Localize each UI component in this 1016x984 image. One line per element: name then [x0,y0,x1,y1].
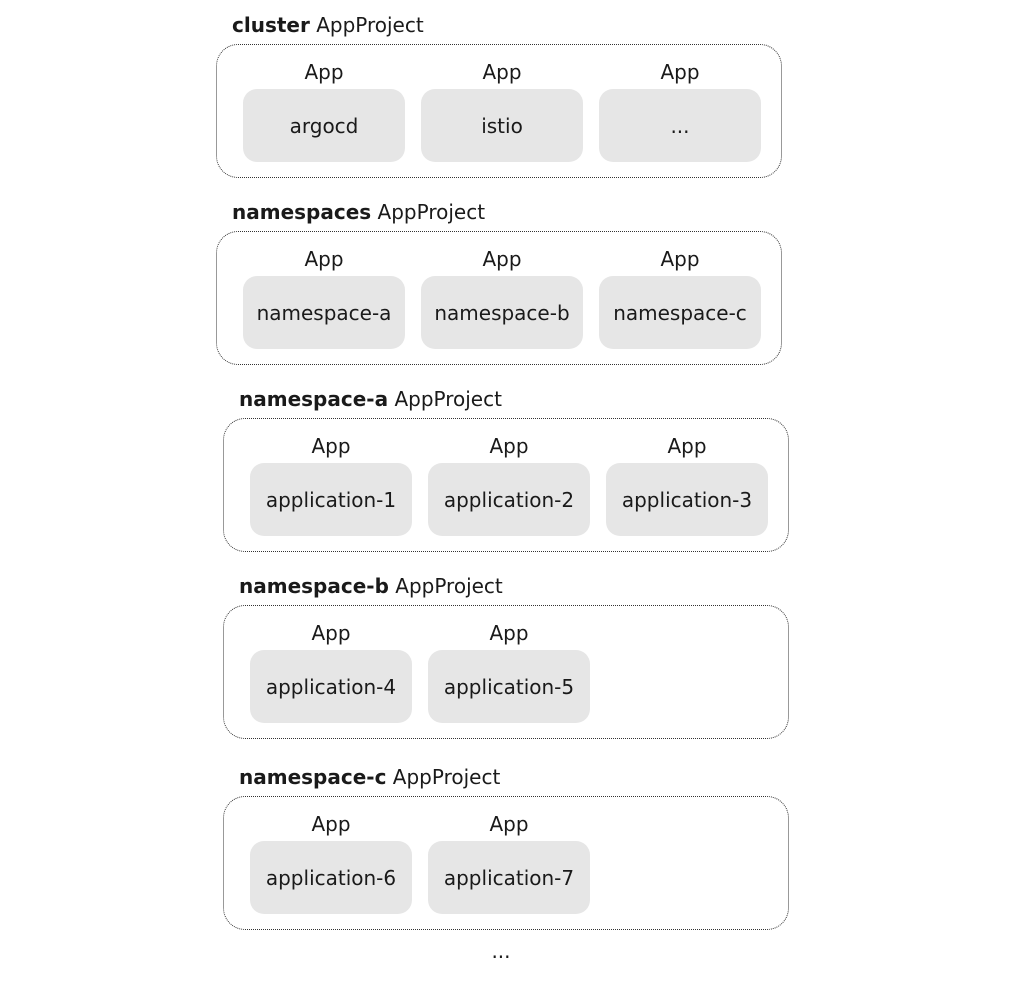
app-box: application-3 [606,463,768,536]
app-box: application-4 [250,650,412,723]
project-name: namespace-b [239,574,389,598]
project-namespace-a [223,387,793,558]
project-kind: AppProject [394,387,502,411]
app-label: App [489,434,529,458]
project-name: cluster [232,13,310,37]
app-label: App [489,812,529,836]
app-label: App [482,247,522,271]
project-title [239,573,503,599]
project-kind: AppProject [395,574,503,598]
project-title [232,12,424,38]
project-name: namespace-c [239,765,387,789]
project-kind: AppProject [316,13,424,37]
app-label: App [667,434,707,458]
app-label: App [660,247,700,271]
app-box: application-6 [250,841,412,914]
project-box [216,231,782,365]
app-box: application-7 [428,841,590,914]
project-namespace-c [223,765,793,936]
project-box [216,44,782,178]
app-label: App [482,60,522,84]
app-box: application-5 [428,650,590,723]
project-namespaces [216,200,786,371]
project-kind: AppProject [377,200,486,224]
app-box: ... [599,89,761,162]
project-cluster [216,13,786,184]
project-namespace-b [223,574,793,745]
app-box: application-2 [428,463,590,536]
app-label: App [489,621,529,645]
project-name: namespaces [232,200,372,224]
app-label: App [304,247,344,271]
project-box [223,605,789,739]
app-box: application-1 [250,463,412,536]
project-name: namespace-a [239,387,389,411]
app-box: namespace-c [599,276,761,349]
app-label: App [311,434,351,458]
app-label: App [311,621,351,645]
project-title [239,764,500,790]
app-box: namespace-b [421,276,583,349]
more-projects-ellipsis: ... [491,939,511,963]
app-box: namespace-a [243,276,405,349]
app-box: istio [421,89,583,162]
app-box: argocd [243,89,405,162]
app-label: App [660,60,700,84]
app-label: App [311,812,351,836]
project-box [223,418,789,552]
project-title [232,199,485,225]
app-label: App [304,60,344,84]
project-title [239,386,502,412]
project-kind: AppProject [392,765,501,789]
project-box [223,796,789,930]
